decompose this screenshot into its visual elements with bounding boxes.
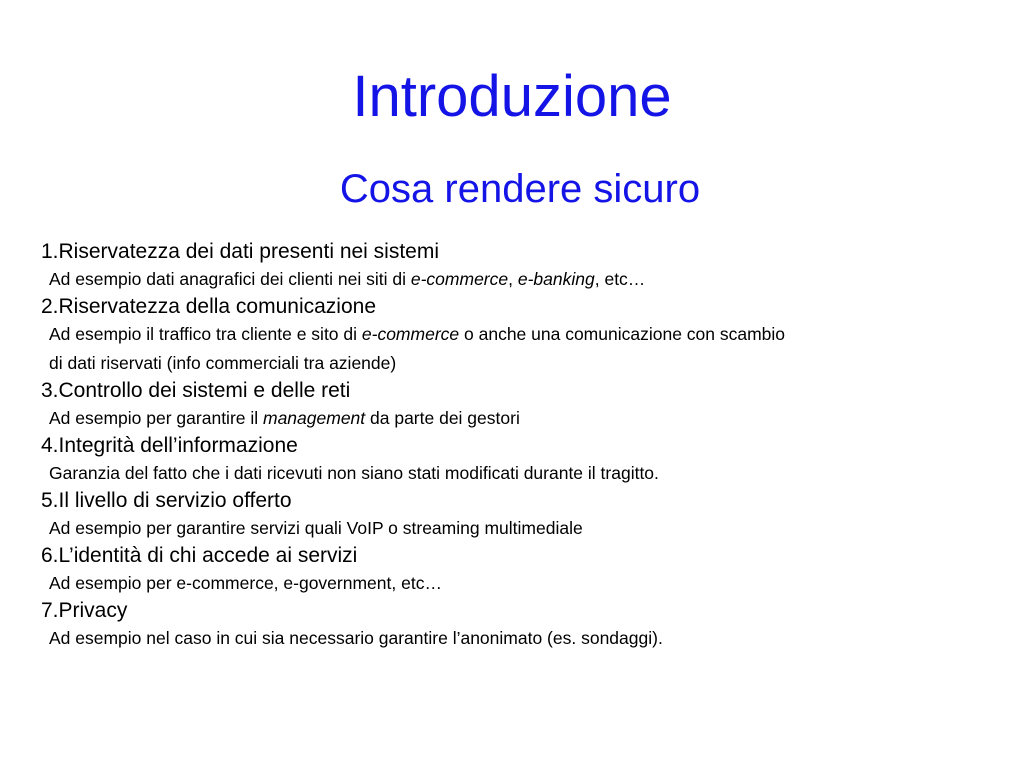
desc-text: o anche una comunicazione con scambio [459,324,786,344]
list-item-description: Ad esempio per e-commerce, e-government, etc… [49,573,442,593]
list-item [41,378,1016,433]
list-item-title: 1.Riservatezza dei dati presenti nei sistemi [41,240,440,263]
desc-line: di dati riservati (info commerciali tra aziende) [49,353,397,373]
list-item-description [41,265,1016,294]
list-item-title: 6.L’identità di chi accede ai servizi [41,544,358,567]
list-item [41,239,1016,294]
list-item-description: Ad esempio per garantire servizi quali VoIP o streaming multimediale [49,518,583,538]
slide-subtitle: Cosa rendere sicuro [339,167,701,211]
list-item [41,543,1016,598]
list-item [41,294,1016,378]
list-item-description [41,320,1016,378]
desc-emphasis: e-banking [517,269,595,289]
desc-text: , [508,269,518,289]
list-item-description: Garanzia del fatto che i dati ricevuti non siano stati modificati durante il tragitto. [49,463,659,483]
list-item-title: 5.Il livello di servizio offerto [41,489,292,512]
list-item-description: Ad esempio nel caso in cui sia necessario garantire l’anonimato (es. sondaggi). [49,628,663,648]
desc-line [49,320,1016,349]
desc-text: da parte dei gestori [365,408,520,428]
desc-text: Ad esempio il traffico tra cliente e sito di [49,324,362,344]
desc-emphasis: management [263,408,366,428]
desc-text: , etc… [594,269,646,289]
list-item [41,433,1016,488]
list-item-title: 2.Riservatezza della comunicazione [41,295,377,318]
list-item-title: 4.Integrità dell’informazione [41,434,298,457]
list-item-title: 7.Privacy [41,599,128,622]
list-item [41,488,1016,543]
slide-title: Introduzione [352,64,672,129]
desc-emphasis: e-commerce [361,324,460,344]
list-item-description [41,404,1016,433]
desc-text: Ad esempio dati anagrafici dei clienti nei siti di [49,269,411,289]
desc-emphasis: e-commerce [410,269,509,289]
list-item [41,598,1016,653]
list-item-title: 3.Controllo dei sistemi e delle reti [41,379,351,402]
security-goals-list [41,239,1016,653]
desc-text: Ad esempio per garantire il [49,408,263,428]
